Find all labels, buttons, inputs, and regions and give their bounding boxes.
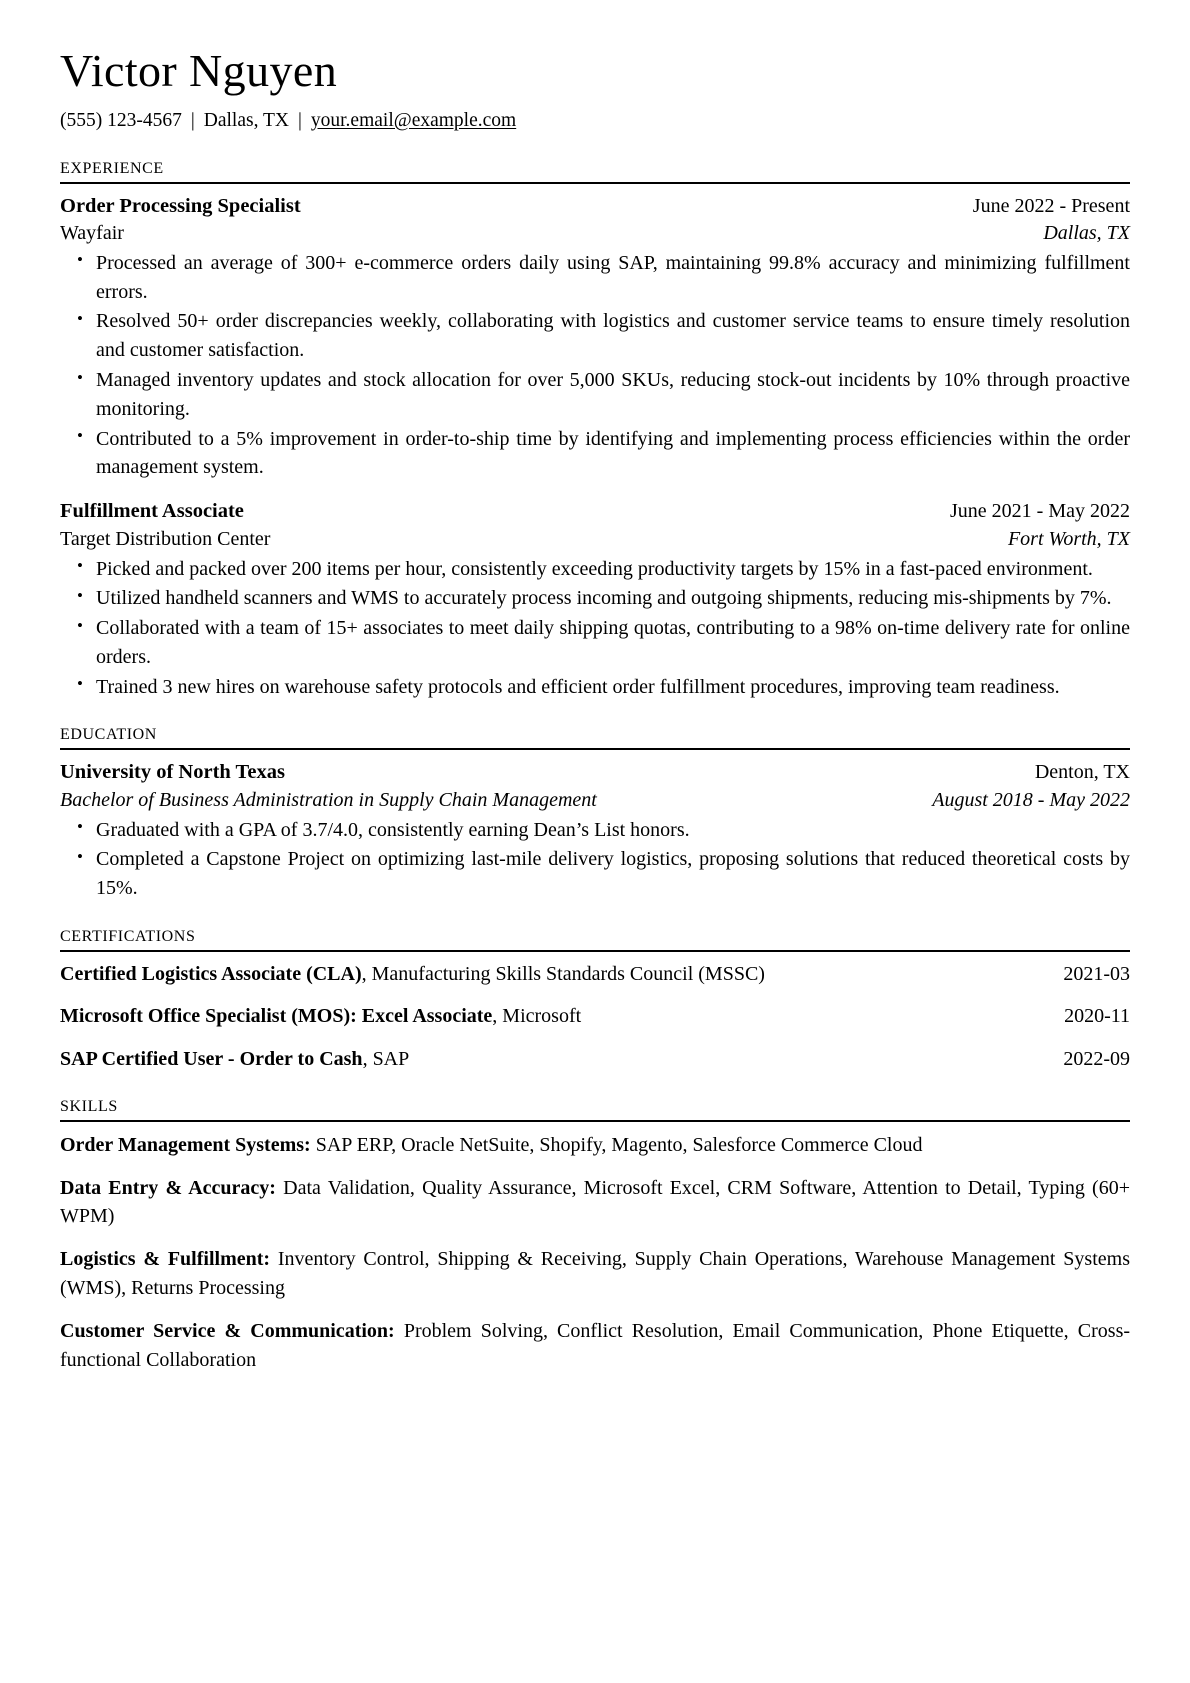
experience-entry bbox=[60, 193, 1130, 483]
job-bullets bbox=[60, 249, 1130, 482]
education-dates: August 2018 - May 2022 bbox=[932, 788, 1130, 811]
skill-items: Data Validation, Quality Assurance, Microsoft Excel, CRM Software, Attention to Detail, Typing (60+ WPM) bbox=[60, 1176, 1130, 1228]
section-experience bbox=[60, 153, 1130, 702]
company-name: Target Distribution Center bbox=[60, 527, 271, 550]
section-skills bbox=[60, 1091, 1130, 1374]
experience-entry-subheader bbox=[60, 220, 1130, 247]
job-bullet: • Contributed to a 5% improvement in order-to-ship time by identifying and implementing process efficiencies within the order management system. bbox=[60, 425, 1130, 483]
job-bullets bbox=[60, 555, 1130, 702]
experience-entry-header bbox=[60, 193, 1130, 220]
certification-row bbox=[60, 1003, 1130, 1030]
certification-date: 2020-11 bbox=[1064, 1005, 1130, 1028]
certification-issuer: Manufacturing Skills Standards Council (MSSC) bbox=[371, 962, 765, 985]
job-bullet: • Trained 3 new hires on warehouse safety protocols and efficient order fulfillment procedures, improving team readiness. bbox=[60, 673, 1130, 702]
job-bullet: • Managed inventory updates and stock allocation for over 5,000 SKUs, reducing stock-out incidents by 10% through proactive monitoring. bbox=[60, 366, 1130, 424]
certification-name: Microsoft Office Specialist (MOS): Excel Associate bbox=[60, 1005, 493, 1028]
resume-header bbox=[60, 46, 1130, 135]
job-title: Fulfillment Associate bbox=[60, 500, 244, 523]
certification-row bbox=[60, 1046, 1130, 1073]
certification-issuer: SAP bbox=[372, 1048, 410, 1071]
skill-group bbox=[60, 1131, 1130, 1160]
school-location: Denton, TX bbox=[1034, 761, 1130, 784]
certification-label bbox=[60, 1046, 429, 1073]
job-dates: June 2022 - Present bbox=[972, 194, 1130, 217]
certification-label bbox=[60, 1003, 601, 1030]
section-rule-skills bbox=[60, 1120, 1130, 1122]
experience-entry bbox=[60, 498, 1130, 701]
education-bullet: • Completed a Capstone Project on optimizing last-mile delivery logistics, proposing solutions that reduced theoretical costs by 15%. bbox=[60, 845, 1130, 903]
education-entry bbox=[60, 759, 1130, 903]
section-education bbox=[60, 719, 1130, 902]
education-bullet: • Graduated with a GPA of 3.7/4.0, consistently earning Dean’s List honors. bbox=[60, 816, 1130, 845]
education-bullets bbox=[60, 816, 1130, 903]
experience-entry-header bbox=[60, 498, 1130, 525]
contact-email-link[interactable]: your.email@example.com bbox=[310, 109, 517, 131]
certification-date: 2021-03 bbox=[1063, 962, 1130, 985]
section-title-certifications: certifications bbox=[60, 920, 196, 946]
job-dates: June 2021 - May 2022 bbox=[950, 500, 1130, 523]
candidate-name: Victor Nguyen bbox=[60, 45, 338, 96]
certification-row bbox=[60, 961, 1130, 988]
certification-comma: , bbox=[361, 962, 372, 985]
section-title-skills: skills bbox=[60, 1091, 118, 1117]
section-rule-education bbox=[60, 748, 1130, 750]
job-bullet: • Resolved 50+ order discrepancies weekly, collaborating with logistics and customer service teams to ensure timely resolution and customer satisfaction. bbox=[60, 307, 1130, 365]
certification-comma: , bbox=[362, 1048, 373, 1071]
job-title: Order Processing Specialist bbox=[60, 194, 301, 217]
certification-date: 2022-09 bbox=[1063, 1048, 1130, 1071]
certification-label bbox=[60, 961, 785, 988]
skill-category: Customer Service & Communication: bbox=[60, 1319, 395, 1342]
job-bullet: • Processed an average of 300+ e-commerce orders daily using SAP, maintaining 99.8% accuracy and minimizing fulfillment errors. bbox=[60, 249, 1130, 307]
experience-entry-subheader bbox=[60, 526, 1130, 553]
skill-group bbox=[60, 1245, 1130, 1303]
skill-items: SAP ERP, Oracle NetSuite, Shopify, Magento, Salesforce Commerce Cloud bbox=[315, 1133, 923, 1156]
job-bullet: • Picked and packed over 200 items per hour, consistently exceeding productivity targets by 15% in a fast-paced environment. bbox=[60, 555, 1130, 584]
company-name: Wayfair bbox=[60, 222, 124, 245]
degree-name: Bachelor of Business Administration in Supply Chain Management bbox=[60, 788, 597, 811]
skill-group bbox=[60, 1174, 1130, 1232]
job-bullet: • Utilized handheld scanners and WMS to accurately process incoming and outgoing shipments, reducing mis-shipments by 7%. bbox=[60, 584, 1130, 613]
job-location: Dallas, TX bbox=[1043, 222, 1130, 245]
contact-separator-2: | bbox=[297, 109, 302, 131]
skill-category: Logistics & Fulfillment: bbox=[60, 1248, 271, 1271]
skill-category: Order Management Systems: bbox=[60, 1133, 311, 1156]
contact-line bbox=[60, 106, 1130, 135]
school-name: University of North Texas bbox=[60, 761, 285, 784]
skill-items: Problem Solving, Conflict Resolution, Email Communication, Phone Etiquette, Cross-functional Collaboration bbox=[60, 1319, 1131, 1371]
section-title-education: education bbox=[60, 719, 157, 745]
skill-category: Data Entry & Accuracy: bbox=[60, 1176, 276, 1199]
certification-name: SAP Certified User - Order to Cash bbox=[60, 1048, 363, 1071]
contact-phone: (555) 123-4567 bbox=[60, 109, 182, 131]
section-title-experience: experience bbox=[60, 152, 164, 178]
contact-location: Dallas, TX bbox=[203, 109, 289, 131]
education-entry-subheader bbox=[60, 787, 1130, 814]
skill-group bbox=[60, 1317, 1130, 1375]
job-location: Fort Worth, TX bbox=[1007, 527, 1130, 550]
certification-issuer: Microsoft bbox=[502, 1005, 582, 1028]
section-rule-certifications bbox=[60, 950, 1130, 952]
education-entry-header bbox=[60, 759, 1130, 786]
certification-name: Certified Logistics Associate (CLA) bbox=[60, 962, 362, 985]
skill-items: Inventory Control, Shipping & Receiving, Supply Chain Operations, Warehouse Management Systems (WMS), Returns Processing bbox=[60, 1248, 1130, 1299]
section-certifications bbox=[60, 921, 1130, 1073]
contact-separator-1: | bbox=[190, 109, 195, 131]
section-rule-experience bbox=[60, 182, 1130, 184]
certification-comma: , bbox=[492, 1005, 503, 1028]
job-bullet: • Collaborated with a team of 15+ associates to meet daily shipping quotas, contributing to a 98% on-time delivery rate for online orders. bbox=[60, 614, 1130, 672]
